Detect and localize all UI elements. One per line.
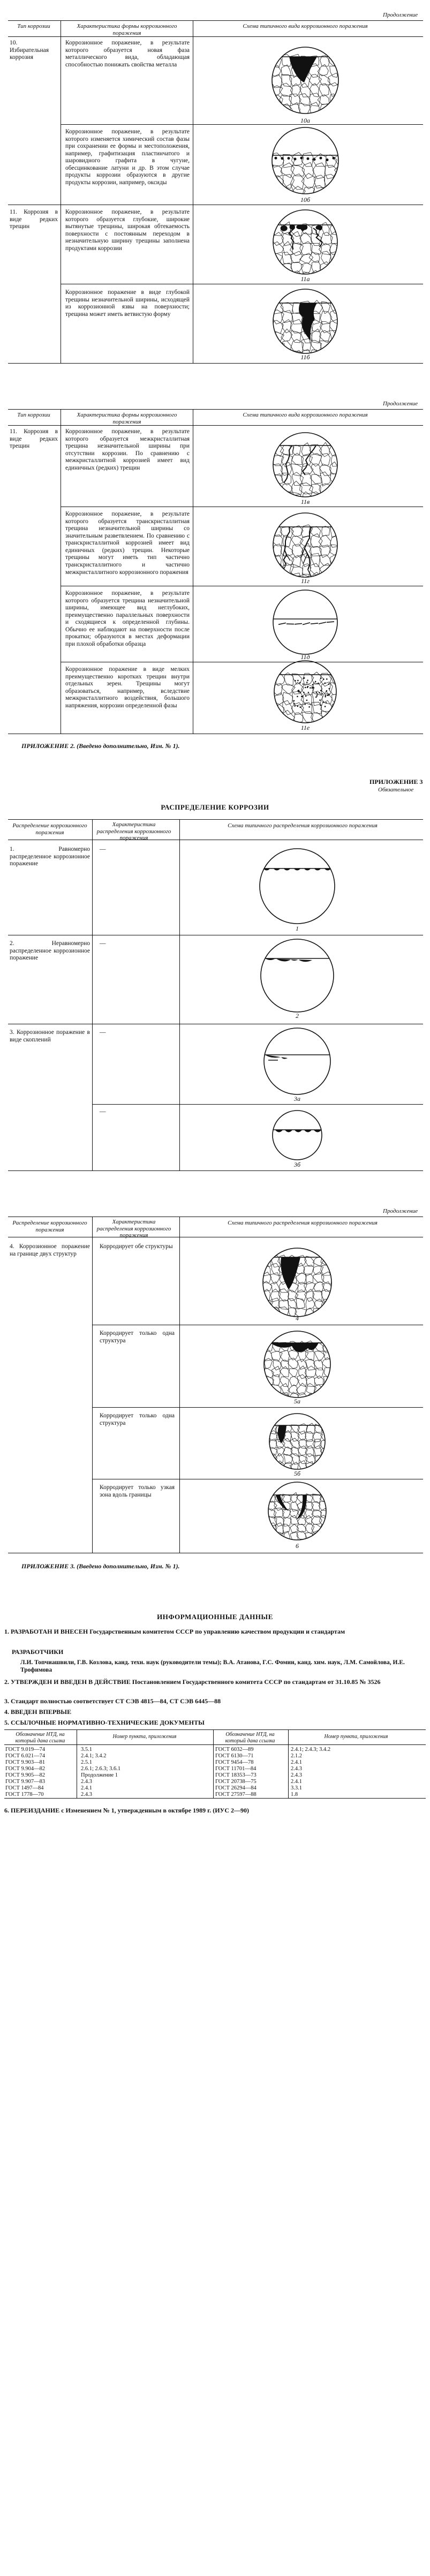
- developers-heading: РАЗРАБОТЧИКИ: [12, 1648, 64, 1656]
- figure-label: 2: [296, 1012, 299, 1019]
- reference-doc: ГОСТ 9.903—81: [5, 1759, 46, 1765]
- figure-label: 10б: [300, 196, 311, 203]
- col-header-type: Распределение коррозионного поражения: [12, 822, 87, 836]
- reference-clause: 2.4.1; 2.4.3; 3.4.2: [291, 1747, 331, 1752]
- row-description: Коррозионное поражение в виде мелких преимущественно коротких трещин внутри отдельных зерен. Трещины могут образоваться, например, вследствие межкристаллитного воздействия, большого напряжения, коррозии определенной фазы: [65, 666, 190, 709]
- ref-header: Обозначение НТД, на который дана ссылка: [15, 1732, 65, 1744]
- reference-clause: 3.3.1: [291, 1785, 302, 1791]
- reference-clause: 2.4.1: [81, 1785, 92, 1791]
- row-description: Коррозионное поражение, в результате которого изменяется химический состав фазы при сохранении ее формы и местоположения, например, графитизация пластинчатого и шаровидного графита в чугуне, обесцинкование латуни и др. В этом случае продукты коррозии образуются в другие продукты коррозии, например, оксиды: [65, 129, 190, 186]
- col-header-characteristic: Характеристика распределения коррозионного поражения: [96, 821, 171, 842]
- ref-header: Номер пункта, приложения: [112, 1734, 177, 1740]
- row-description: —: [100, 846, 106, 852]
- figure-label: 11г: [301, 577, 310, 585]
- reference-doc: ГОСТ 11701—84: [215, 1766, 257, 1772]
- corrosion-circle-figure: [270, 289, 342, 362]
- appendix-footnote: ПРИЛОЖЕНИЕ 3. (Введено дополнительно, Изм. № 1).: [21, 1562, 180, 1570]
- figure-label: 11в: [300, 498, 310, 505]
- row-type: 11. Коррозия в виде редких трещин: [10, 428, 58, 450]
- continuation-label: Продолжение: [383, 12, 418, 18]
- corrosion-circle-figure: [273, 1111, 322, 1160]
- info-item-1: 1. РАЗРАБОТАН И ВНЕСЕН Государственным комитетом СССР по управлению качеством продукции и стандартам: [4, 1628, 345, 1635]
- col-header-scheme: Схема типичного распределения коррозионного поражения: [228, 822, 378, 829]
- row-description: —: [100, 1108, 106, 1115]
- info-item-2: 2. УТВЕРЖДЕН И ВВЕДЕН В ДЕЙСТВИЕ Постановлением Государственного комитета СССР по стандартам от 31.10.85 № 3526: [4, 1678, 381, 1686]
- figure-label: 6: [296, 1542, 299, 1550]
- col-header-scheme: Схема типичного вида коррозионного поражения: [243, 23, 368, 29]
- row-type: 3. Коррозионное поражение в виде скоплений: [10, 1029, 90, 1043]
- reference-clause: 2.4.1: [291, 1759, 302, 1765]
- corrosion-circle-figure: [262, 1331, 334, 1404]
- continuation-label: Продолжение: [383, 401, 418, 407]
- reference-clause: 2.4.3: [291, 1772, 302, 1778]
- corrosion-circle-figure: [264, 1028, 330, 1094]
- corrosion-circle-figure: [270, 127, 349, 200]
- row-description: Корродирует только одна структура: [100, 1330, 175, 1344]
- reference-clause: 2.4.3: [291, 1766, 302, 1772]
- reference-clause: 2.5.1: [81, 1759, 92, 1765]
- reference-doc: ГОСТ 26294—84: [215, 1785, 257, 1791]
- figure-label: 11б: [300, 353, 310, 361]
- corrosion-circle-figure: [261, 1248, 333, 1319]
- col-header-characteristic: Характеристика формы коррозионного поражения: [77, 412, 177, 425]
- reference-clause: 1.8: [291, 1792, 298, 1797]
- reference-doc: ГОСТ 27597—88: [215, 1792, 257, 1797]
- reference-doc: ГОСТ 9.907—83: [5, 1779, 46, 1785]
- appendix-title: ПРИЛОЖЕНИЕ 3: [369, 778, 423, 785]
- reference-clause: 2.4.3: [81, 1792, 92, 1797]
- col-header-type: Распределение коррозионного поражения: [12, 1220, 87, 1233]
- reference-clause: 2.4.1: [291, 1779, 302, 1785]
- row-description: Коррозионное поражение, в результате которого образуется трещина незначительной ширины, имеющее вид неглубоких, преимущественно параллельных поверхности и сходящиеся к определенной глубины. Обычно ее наблюдают на поверхности после прокатки; образуются в местах деформации при плохой обработки образца: [65, 590, 190, 647]
- section-title: РАСПРЕДЕЛЕНИЕ КОРРОЗИИ: [161, 803, 269, 811]
- reference-doc: ГОСТ 1778—70: [5, 1792, 44, 1797]
- figure-label: 4: [296, 1315, 299, 1322]
- figure-label: 11д: [300, 653, 310, 661]
- row-type: 11. Коррозия в виде редких трещин: [10, 209, 58, 230]
- figure-label: 10а: [300, 117, 310, 124]
- info-item-5: 5. ССЫЛОЧНЫЕ НОРМАТИВНО-ТЕХНИЧЕСКИЕ ДОКУМЕНТЫ: [4, 1719, 205, 1726]
- row-description: —: [100, 1029, 106, 1036]
- corrosion-circle-figure: [267, 1482, 329, 1541]
- info-item-6: 6. ПЕРЕИЗДАНИЕ с Изменением № 1, утвержденным в октябре 1989 г. (ИУС 2—90): [4, 1807, 250, 1814]
- reference-doc: ГОСТ 6.021—74: [5, 1753, 46, 1759]
- reference-clause: Продолжение 1: [81, 1772, 118, 1778]
- corrosion-circle-figure: [268, 1414, 330, 1472]
- col-header-characteristic: Характеристика формы коррозионного поражения: [77, 23, 177, 36]
- reference-doc: ГОСТ 20738—75: [215, 1779, 257, 1785]
- reference-doc: ГОСТ 6130—71: [215, 1753, 254, 1759]
- ref-header: Обозначение НТД, на который дана ссылка: [225, 1732, 275, 1744]
- reference-doc: ГОСТ 6032—89: [215, 1747, 254, 1752]
- figure-label: 3б: [293, 1161, 301, 1168]
- row-description: Корродирует только узкая зона вдоль границы: [100, 1484, 175, 1498]
- row-description: Корродирует обе структуры: [100, 1243, 173, 1250]
- info-item-3: 3. Стандарт полностью соответствует СТ СЭВ 4815—84, СТ СЭВ 6445—88: [4, 1697, 221, 1705]
- col-header-type: Тип коррозии: [17, 23, 50, 29]
- ref-header: Номер пункта, приложения: [324, 1734, 388, 1740]
- developers-names: Л.И. Топчиашвили, Г.В. Козлова, канд. техн. наук (руководители темы); В.А. Атанова, Г.С. Фомин, канд. хим. наук, Л.М. Самойлова, И.Е. Трофимова: [20, 1659, 405, 1674]
- corrosion-circle-figure: [271, 661, 343, 725]
- corrosion-circle-figure: [260, 849, 335, 924]
- row-description: Коррозионное поражение, в результате которого образуется новая фаза металлического вида, обладающая способностью понижать свойства металла: [65, 40, 190, 68]
- continuation-label: Продолжение: [383, 1208, 418, 1214]
- col-header-type: Тип коррозии: [17, 412, 50, 418]
- reference-doc: ГОСТ 18353—73: [215, 1772, 257, 1778]
- row-type: 2. Неравномерно распределенное коррозионное поражение: [10, 940, 90, 962]
- reference-doc: ГОСТ 9.019—74: [5, 1747, 46, 1752]
- reference-doc: ГОСТ 9.904—82: [5, 1766, 46, 1772]
- reference-clause: 2.4.1; 3.4.2: [81, 1753, 107, 1759]
- reference-doc: ГОСТ 9.905—82: [5, 1772, 46, 1778]
- row-description: Коррозионное поражение, в результате которого образуется транскристаллитная трещина незначительной ширины со значительным разветвлением. По сравнению с транскристаллитной коррозией имеет вид единичных (редких) трещин. Некоторые трещины могут иметь тип частично транскристаллитного и частично межкристаллитного коррозионного поражения: [65, 511, 190, 576]
- figure-label: 11е: [300, 724, 310, 731]
- appendix-footnote: ПРИЛОЖЕНИЕ 2. (Введено дополнительно, Изм. № 1).: [21, 742, 180, 750]
- col-header-scheme: Схема типичного вида коррозионного поражения: [243, 412, 368, 418]
- reference-doc: ГОСТ 1497—84: [5, 1785, 44, 1791]
- corrosion-circle-figure: [271, 433, 342, 505]
- corrosion-circle-figure: [270, 513, 342, 586]
- corrosion-circle-figure: [261, 939, 334, 1012]
- reference-doc: ГОСТ 9454—78: [215, 1759, 254, 1765]
- figure-label: 3а: [294, 1095, 300, 1102]
- figure-label: 1: [296, 925, 299, 932]
- row-type: 10. Избирательная коррозия: [10, 40, 49, 61]
- row-type: 4. Коррозионное поражение на границе двух структур: [10, 1243, 90, 1257]
- figure-label: 11а: [300, 275, 310, 283]
- reference-clause: 2.6.1; 2.6.3; 3.6.1: [81, 1766, 121, 1772]
- reference-clause: 2.4.3: [81, 1779, 92, 1785]
- figure-label: 5б: [293, 1470, 301, 1477]
- reference-clause: 3.5.1: [81, 1747, 92, 1752]
- row-description: Коррозионное поражение, в результате которого образуется глубокие, широкие вытянутые трещины, широкая обтекаемость поверхности с постоянным переходом в незначительную ширину трещины заполнена продуктами коррозии: [65, 209, 190, 252]
- figure-label: 5а: [294, 1397, 300, 1405]
- row-type: 1. Равномерно распределенное коррозионное поражение: [10, 846, 90, 867]
- info-item-4: 4. ВВЕДЕН ВПЕРВЫЕ: [4, 1708, 72, 1716]
- corrosion-circle-figure: [273, 590, 337, 654]
- info-title: ИНФОРМАЦИОННЫЕ ДАННЫЕ: [157, 1613, 273, 1621]
- row-description: Коррозионное поражение, в результате которого образуется межкристаллитная трещина незначительной ширины при отсутствии коррозии. По сравнению с межкристаллитной коррозией имеет вид единичных (редких) трещин: [65, 428, 190, 471]
- row-description: Коррозионное поражение в виде глубокой трещины незначительной ширины, исходящей из коррозионной язвы на поверхности; трещина может иметь ветвистую форму: [65, 289, 190, 318]
- corrosion-circle-figure: [270, 47, 341, 117]
- row-description: —: [100, 940, 106, 947]
- corrosion-circle-figure: [270, 210, 341, 285]
- col-header-scheme: Схема типичного распределения коррозионного поражения: [228, 1220, 378, 1226]
- reference-clause: 2.1.2: [291, 1753, 302, 1759]
- row-description: Корродирует только одна структура: [100, 1412, 175, 1426]
- col-header-characteristic: Характеристика распределения коррозионного поражения: [96, 1219, 171, 1239]
- appendix-subtitle: Обязательное: [378, 787, 414, 793]
